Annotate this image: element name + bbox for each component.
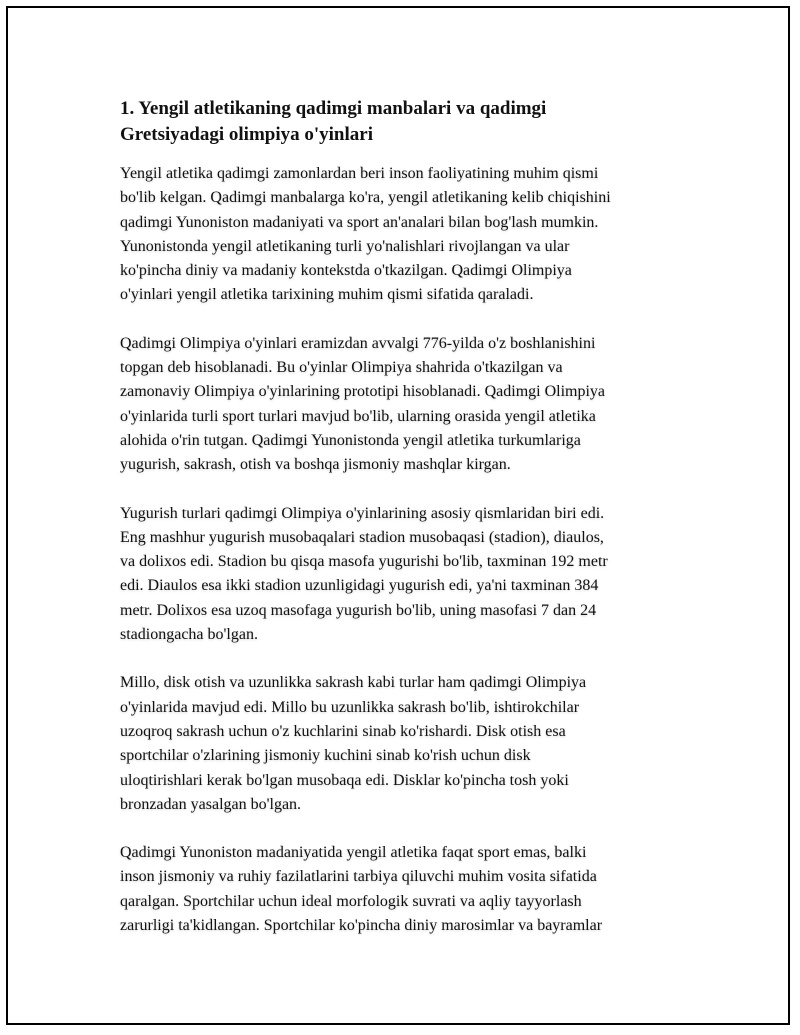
section-heading (120, 96, 700, 148)
text-line: bronzadan yasalgan bo'lgan. (120, 795, 302, 813)
paragraph (120, 841, 700, 938)
text-line: Yengil atletika qadimgi zamonlardan beri inson faoliyatining muhim qismi (120, 165, 599, 182)
text-line: zamonaviy Olimpiya o'yinlarining prototipi hisoblanadi. Qadimgi Olimpiya (120, 383, 606, 401)
text-line: ko'pincha diniy va madaniy kontekstda o'tkazilgan. Qadimgi Olimpiya (120, 262, 572, 280)
text-line: inson jismoniy va ruhiy fazilatlarini tarbiya qiluvchi muhim vosita sifatida (120, 868, 597, 886)
text-line: o'yinlari yengil atletika tarixining muhim qismi sifatida qaraladi. (120, 286, 534, 304)
paragraph (120, 332, 700, 478)
text-line: o'yinlarida mavjud edi. Millo bu uzunlikka sakrash bo'lib, ishtirokchilar (120, 698, 580, 716)
document-page (6, 6, 790, 1025)
text-line: sportchilar o'zlarining jismoniy kuchini sinab ko'rish uchun disk (120, 747, 531, 765)
document-content (120, 96, 700, 962)
text-line: edi. Diaulos esa ikki stadion uzunligidagi yugurish edi, ya'ni taxminan 384 (120, 577, 599, 595)
text-line: alohida o'rin tutgan. Qadimgi Yunonistonda yengil atletika turkumlariga (120, 431, 581, 449)
text-line: topgan deb hisoblanadi. Bu o'yinlar Olimpiya shahrida o'tkazilgan va (120, 359, 563, 377)
text-line: Qadimgi Olimpiya o'yinlari eramizdan avvalgi 776-yilda o'z boshlanishini (120, 334, 596, 352)
heading-line: 1. Yengil atletikaning qadimgi manbalari va qadimgi (120, 98, 547, 119)
text-line: Millo, disk otish va uzunlikka sakrash kabi turlar ham qadimgi Olimpiya (120, 674, 587, 692)
text-line: metr. Dolixos esa uzoq masofaga yugurish bo'lib, uning masofasi 7 dan 24 (120, 601, 597, 619)
text-line: bo'lib kelgan. Qadimgi manbalarga ko'ra, yengil atletikaning kelib chiqishini (120, 189, 611, 207)
paragraph (120, 162, 700, 308)
text-line: Yunonistonda yengil atletikaning turli yo'nalishlari rivojlangan va ular (120, 237, 570, 255)
text-line: zarurligi ta'kidlangan. Sportchilar ko'pincha diniy marosimlar va bayramlar (120, 917, 603, 935)
text-line: uloqtirishlari kerak bo'lgan musobaqa edi. Disklar ko'pincha tosh yoki (120, 771, 569, 789)
text-line: qaralgan. Sportchilar uchun ideal morfologik suvrati va aqliy tayyorlash (120, 892, 582, 910)
text-line: o'yinlarida turli sport turlari mavjud bo'lib, ularning orasida yengil atletika (120, 407, 596, 425)
text-line: va dolixos edi. Stadion bu qisqa masofa yugurishi bo'lib, taxminan 192 metr (120, 553, 608, 571)
text-line: Yugurish turlari qadimgi Olimpiya o'yinlarining asosiy qismlaridan biri edi. (120, 504, 605, 522)
text-line: qadimgi Yunoniston madaniyati va sport an'analari bilan bog'lash mumkin. (120, 213, 599, 231)
text-line: Qadimgi Yunoniston madaniyatida yengil atletika faqat sport emas, balki (120, 844, 587, 862)
text-line: Eng mashhur yugurish musobaqalari stadion musobaqasi (stadion), diaulos, (120, 528, 604, 546)
paragraph (120, 502, 700, 648)
text-line: yugurish, sakrash, otish va boshqa jismoniy mashqlar kirgan. (120, 456, 511, 474)
paragraph (120, 671, 700, 817)
text-line: uzoqroq sakrash uchun o'z kuchlarini sinab ko'rishardi. Disk otish esa (120, 722, 566, 740)
heading-line: Gretsiyadagi olimpiya o'yinlari (120, 124, 373, 145)
text-line: stadiongacha bo'lgan. (120, 626, 258, 644)
